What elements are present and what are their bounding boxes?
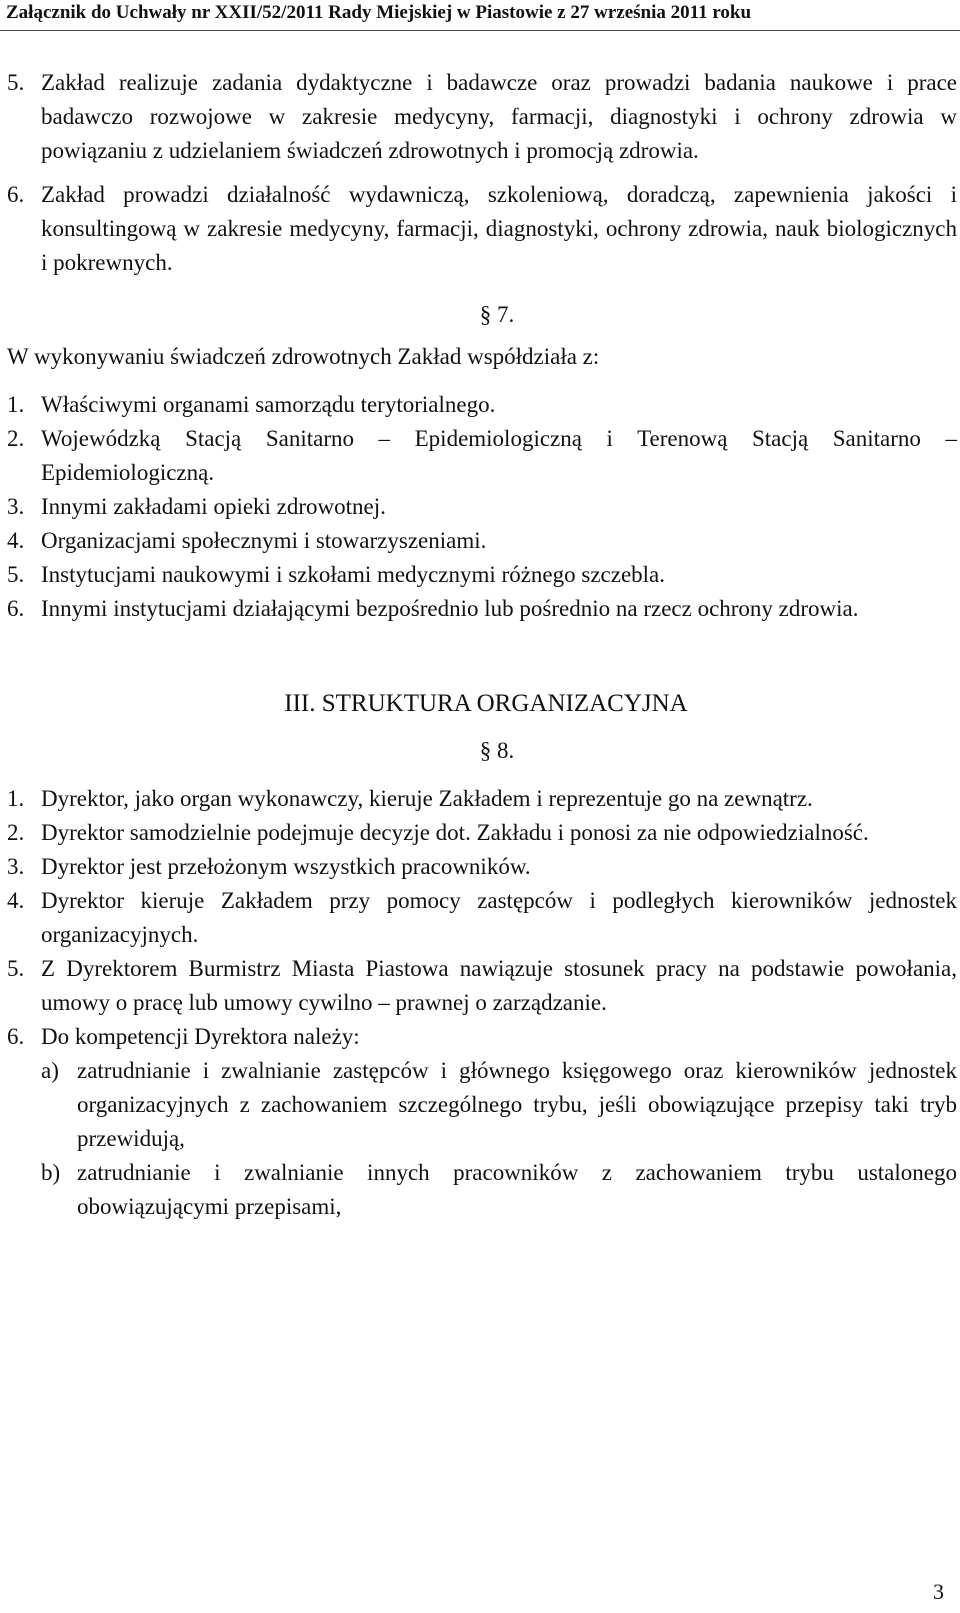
list-item (7, 782, 957, 816)
sub-item-text: zatrudnianie i zwalnianie zastępców i głównego księgowego oraz kierowników jednostek organizacyjnych z zachowaniem szczególnego trybu, jeśli obowiązujące przepisy taki tryb przewidują, (77, 1058, 957, 1151)
list-item (7, 66, 957, 168)
sub-list-item (7, 1054, 957, 1156)
section-7-lead: W wykonywaniu świadczeń zdrowotnych Zakład współdziała z: (7, 344, 600, 369)
item-text: Instytucjami naukowymi i szkołami medycznymi różnego szczebla. (41, 562, 666, 587)
item-number: 6. (7, 182, 25, 207)
item-number: 2. (7, 426, 25, 451)
item-number: 5. (7, 956, 25, 981)
section-mark-7: § 7. (479, 302, 515, 327)
item-number: 3. (7, 494, 25, 519)
item-text: Do kompetencji Dyrektora należy: (41, 1024, 360, 1049)
item-text: Dyrektor, jako organ wykonawczy, kieruje Zakładem i reprezentuje go na zewnątrz. (41, 786, 813, 811)
list-item (7, 1020, 957, 1054)
list-item (7, 388, 957, 422)
item-text: Dyrektor kieruje Zakładem przy pomocy zastępców i podległych kierowników jednostek organizacyjnych. (41, 888, 957, 947)
list-item (7, 558, 957, 592)
attachment-header: Załącznik do Uchwały nr XXII/52/2011 Rady Miejskiej w Piastowie z 27 września 2011 roku (6, 2, 752, 23)
item-number: 1. (7, 786, 25, 811)
list-item (7, 178, 957, 280)
item-text: Właściwymi organami samorządu terytorialnego. (41, 392, 496, 417)
page-number: 3 (933, 1579, 944, 1604)
item-text: Dyrektor samodzielnie podejmuje decyzje dot. Zakładu i ponosi za nie odpowiedzialność. (41, 820, 869, 845)
list-item (7, 524, 957, 558)
item-number: 5. (7, 562, 25, 587)
item-text: Organizacjami społecznymi i stowarzyszeniami. (41, 528, 487, 553)
list-item (7, 952, 957, 1020)
item-number: 2. (7, 820, 25, 845)
item-text: Z Dyrektorem Burmistrz Miasta Piastowa nawiązuje stosunek pracy na podstawie powołania, umowy o pracę lub umowy cywilno – prawnej o zarządzanie. (41, 956, 957, 1015)
header-rule (0, 30, 960, 31)
list-item (7, 850, 957, 884)
section-mark-8: § 8. (479, 738, 515, 763)
item-text: Zakład prowadzi działalność wydawniczą, szkoleniową, doradczą, zapewnienia jakości i konsultingową w zakresie medycyny, farmacji, diagnostyki, ochrony zdrowia, nauk biologicznych i pokrewnych. (41, 182, 957, 275)
item-number: 4. (7, 528, 25, 553)
item-text: Innymi zakładami opieki zdrowotnej. (41, 494, 386, 519)
item-number: 3. (7, 854, 25, 879)
sub-list-item (7, 1156, 957, 1224)
sub-item-text: zatrudnianie i zwalnianie innych pracowników z zachowaniem trybu ustalonego obowiązującymi przepisami, (77, 1160, 957, 1219)
document-body (7, 66, 957, 1224)
chapter-heading: III. STRUKTURA ORGANIZACYJNA (284, 690, 688, 717)
item-number: 4. (7, 888, 25, 913)
list-item (7, 816, 957, 850)
item-number: 1. (7, 392, 25, 417)
item-text: Wojewódzką Stacją Sanitarno – Epidemiologiczną i Terenową Stacją Sanitarno – Epidemiologiczną. (41, 426, 957, 485)
sub-item-label: a) (41, 1058, 59, 1083)
item-text: Dyrektor jest przełożonym wszystkich pracowników. (41, 854, 531, 879)
item-text: Zakład realizuje zadania dydaktyczne i badawcze oraz prowadzi badania naukowe i prace badawczo rozwojowe w zakresie medycyny, farmacji, diagnostyki i ochrony zdrowia w powiązaniu z udzielaniem świadczeń zdrowotnych i promocją zdrowia. (41, 70, 957, 163)
list-item (7, 592, 957, 626)
item-number: 6. (7, 1024, 25, 1049)
item-number: 5. (7, 70, 25, 95)
list-item (7, 422, 957, 490)
item-number: 6. (7, 596, 25, 621)
item-text: Innymi instytucjami działającymi bezpośrednio lub pośrednio na rzecz ochrony zdrowia. (41, 596, 859, 621)
list-item (7, 884, 957, 952)
list-item (7, 490, 957, 524)
sub-item-label: b) (41, 1160, 61, 1185)
